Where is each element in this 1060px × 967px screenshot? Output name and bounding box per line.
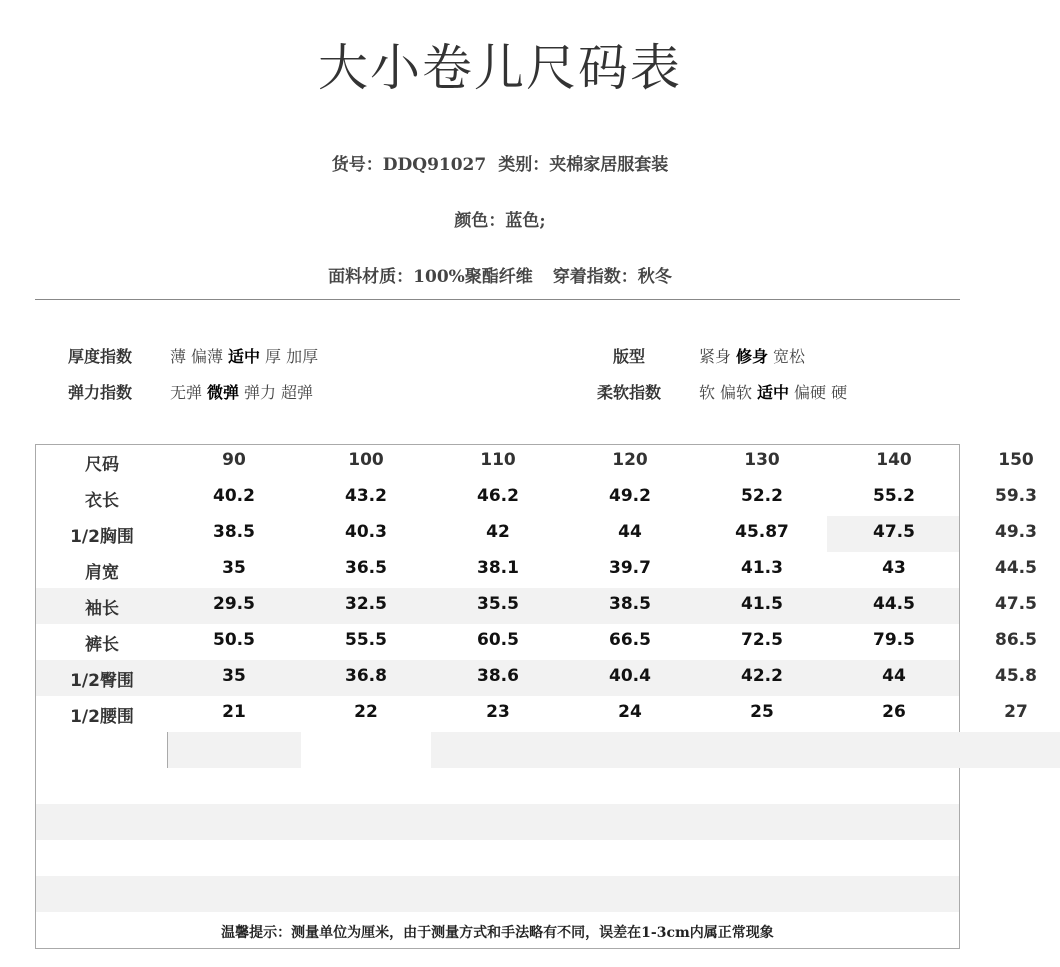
material-info-line xyxy=(0,262,1000,287)
softness-option: 硬 xyxy=(831,383,848,402)
table-header-size: 110 xyxy=(480,450,516,470)
table-row-label: 裤长 xyxy=(85,635,119,655)
table-row-label: 1/2腰围 xyxy=(70,707,134,727)
table-cell: 40.4 xyxy=(609,666,651,686)
table-cell: 38.5 xyxy=(213,522,255,542)
table-cell: 49.2 xyxy=(609,486,651,506)
fit-options xyxy=(699,344,810,367)
row-stripe xyxy=(36,804,959,840)
table-cell: 23 xyxy=(486,702,510,722)
thickness-option: 适中 xyxy=(228,347,261,366)
table-cell: 44 xyxy=(882,666,906,686)
table-cell: 36.8 xyxy=(345,666,387,686)
fit-option: 紧身 xyxy=(699,347,732,366)
table-header-label: 尺码 xyxy=(85,455,119,475)
table-cell: 47.5 xyxy=(873,522,915,542)
table-cell: 39.7 xyxy=(609,558,651,578)
softness-option: 偏硬 xyxy=(794,383,827,402)
table-cell: 40.3 xyxy=(345,522,387,542)
table-cell: 72.5 xyxy=(741,630,783,650)
thickness-option: 厚 xyxy=(265,347,282,366)
table-cell: 55.2 xyxy=(873,486,915,506)
product-material: 面料材质：100%聚酯纤维 xyxy=(328,267,533,287)
table-cell: 42 xyxy=(486,522,510,542)
table-cell: 26 xyxy=(882,702,906,722)
table-header-size: 130 xyxy=(744,450,780,470)
size-table-frame xyxy=(35,444,960,949)
table-cell: 44.5 xyxy=(995,558,1037,578)
table-cell: 40.2 xyxy=(213,486,255,506)
table-cell: 79.5 xyxy=(873,630,915,650)
table-cell: 50.5 xyxy=(213,630,255,650)
softness-options xyxy=(699,380,852,403)
product-category: 类别：夹棉家居服套装 xyxy=(498,155,669,175)
table-row-label: 肩宽 xyxy=(85,563,119,583)
table-row-label: 1/2臀围 xyxy=(70,671,134,691)
table-cell: 38.1 xyxy=(477,558,519,578)
table-cell: 43 xyxy=(882,558,906,578)
color-info-line xyxy=(0,206,1000,231)
table-cell: 35 xyxy=(222,558,246,578)
softness-label: 柔软指数 xyxy=(597,383,662,402)
table-cell: 41.3 xyxy=(741,558,783,578)
softness-option: 软 xyxy=(699,383,716,402)
elasticity-option: 超弹 xyxy=(281,383,314,402)
fit-option: 修身 xyxy=(736,347,769,366)
page-title: 大小卷儿尺码表 xyxy=(318,39,682,97)
product-number: 货号：DDQ91027 xyxy=(331,155,487,175)
elasticity-options xyxy=(170,380,318,403)
elasticity-label: 弹力指数 xyxy=(68,383,133,402)
table-cell: 86.5 xyxy=(995,630,1037,650)
thickness-label: 厚度指数 xyxy=(68,347,133,366)
elasticity-option: 微弹 xyxy=(207,383,240,402)
table-cell: 43.2 xyxy=(345,486,387,506)
thickness-option: 薄 xyxy=(170,347,187,366)
table-cell: 42.2 xyxy=(741,666,783,686)
table-header-size: 90 xyxy=(222,450,246,470)
row-stripe xyxy=(431,732,1060,768)
row-stripe xyxy=(167,732,301,768)
table-cell: 27 xyxy=(1004,702,1028,722)
table-cell: 45.87 xyxy=(735,522,789,542)
table-row-label: 衣长 xyxy=(85,491,119,511)
elasticity-option: 弹力 xyxy=(244,383,277,402)
table-header-size: 150 xyxy=(998,450,1034,470)
table-cell: 52.2 xyxy=(741,486,783,506)
table-cell: 49.3 xyxy=(995,522,1037,542)
table-cell: 41.5 xyxy=(741,594,783,614)
table-cell: 29.5 xyxy=(213,594,255,614)
fit-label: 版型 xyxy=(613,347,646,366)
table-header-size: 140 xyxy=(876,450,912,470)
table-cell: 47.5 xyxy=(995,594,1037,614)
table-header-size: 120 xyxy=(612,450,648,470)
table-cell: 44 xyxy=(618,522,642,542)
table-row-label: 1/2胸围 xyxy=(70,527,134,547)
table-cell: 25 xyxy=(750,702,774,722)
softness-option: 偏软 xyxy=(720,383,753,402)
table-cell: 38.5 xyxy=(609,594,651,614)
table-cell: 44.5 xyxy=(873,594,915,614)
elasticity-option: 无弹 xyxy=(170,383,203,402)
table-cell: 35.5 xyxy=(477,594,519,614)
table-cell: 38.6 xyxy=(477,666,519,686)
table-cell: 60.5 xyxy=(477,630,519,650)
table-header-size: 100 xyxy=(348,450,384,470)
table-cell: 55.5 xyxy=(345,630,387,650)
table-cell: 45.8 xyxy=(995,666,1037,686)
thickness-option: 偏薄 xyxy=(191,347,224,366)
table-cell: 66.5 xyxy=(609,630,651,650)
thickness-options xyxy=(170,344,323,367)
table-cell: 36.5 xyxy=(345,558,387,578)
table-cell: 22 xyxy=(354,702,378,722)
product-color: 颜色：蓝色; xyxy=(454,211,546,231)
footer-note: 温馨提示：测量单位为厘米，由于测量方式和手法略有不同，误差在1-3cm内属正常现象 xyxy=(221,925,774,941)
table-cell: 35 xyxy=(222,666,246,686)
wear-season: 穿着指数：秋冬 xyxy=(552,267,672,287)
table-row-label: 袖长 xyxy=(85,599,119,619)
table-cell: 59.3 xyxy=(995,486,1037,506)
table-cell: 32.5 xyxy=(345,594,387,614)
table-cell: 24 xyxy=(618,702,642,722)
thickness-option: 加厚 xyxy=(286,347,319,366)
fit-option: 宽松 xyxy=(773,347,806,366)
softness-option: 适中 xyxy=(757,383,790,402)
row-stripe xyxy=(36,876,959,912)
divider xyxy=(35,299,960,300)
table-cell: 46.2 xyxy=(477,486,519,506)
product-info-line xyxy=(0,150,1000,175)
table-cell: 21 xyxy=(222,702,246,722)
